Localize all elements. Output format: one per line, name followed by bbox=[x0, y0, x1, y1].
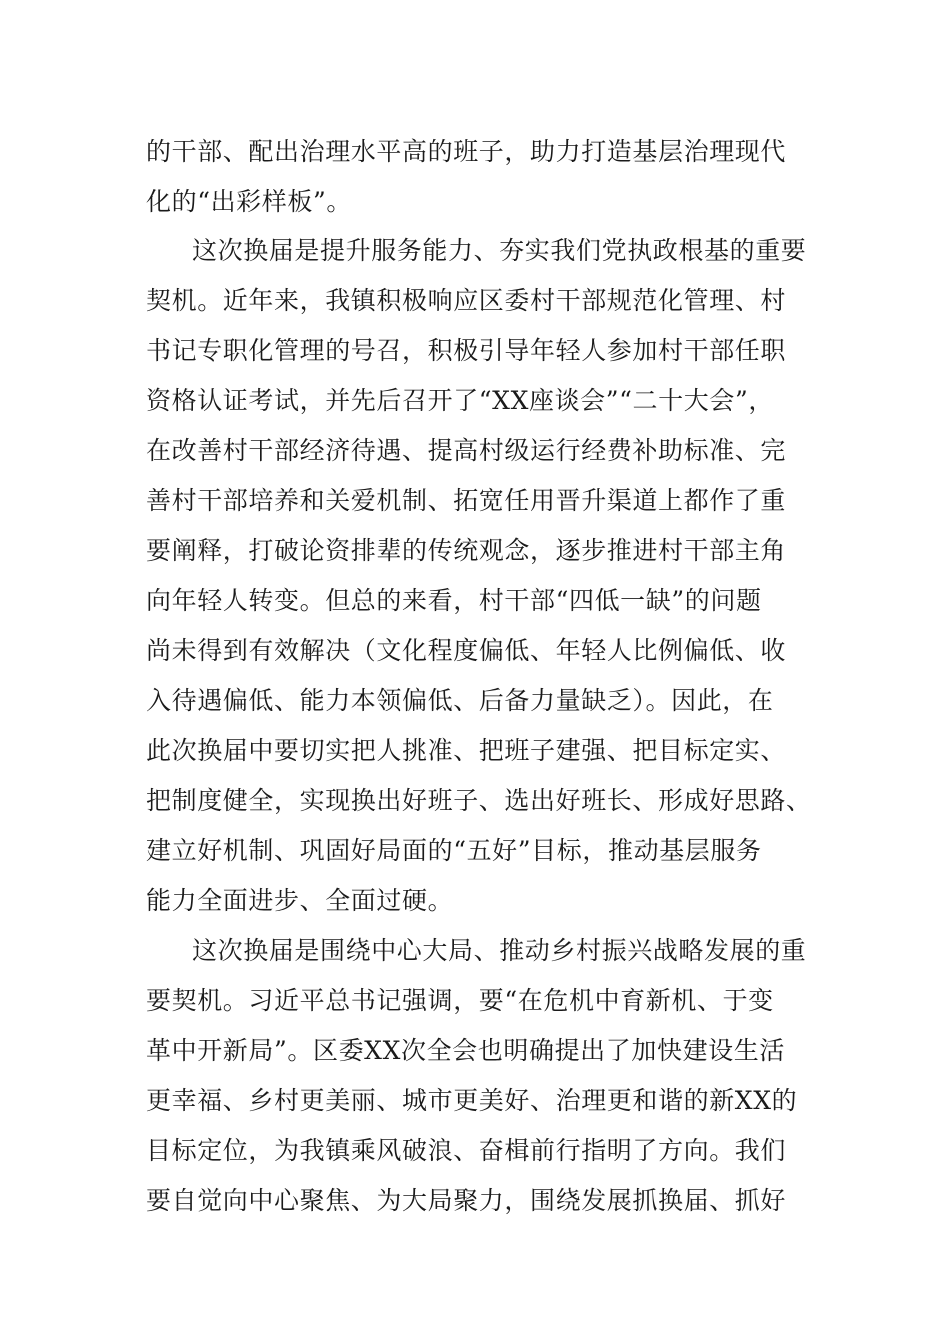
text-line: 革中开新局”。区委XX次全会也明确提出了加快建设生活 bbox=[146, 1036, 785, 1065]
text-line: 尚未得到有效解决（文化程度偏低、年轻人比例偏低、收 bbox=[146, 636, 787, 665]
text-line: 目标定位，为我镇乘风破浪、奋楫前行指明了方向。我们 bbox=[146, 1136, 787, 1165]
text-line: 契机。近年来，我镇积极响应区委村干部规范化管理、村 bbox=[146, 286, 787, 315]
text-line: 能力全面进步、全面过硬。 bbox=[146, 886, 454, 915]
text-line: 化的“出彩样板”。 bbox=[146, 187, 352, 216]
text-line: 这次换届是围绕中心大局、推动乡村振兴战略发展的重 bbox=[192, 936, 807, 965]
text-line: 在改善村干部经济待遇、提高村级运行经费补助标准、完 bbox=[146, 436, 787, 465]
text-line: 资格认证考试，并先后召开了“XX座谈会”“二十大会”， bbox=[146, 386, 774, 415]
text-line: 向年轻人转变。但总的来看，村干部“四低一缺”的问题 bbox=[146, 586, 762, 615]
text-line: 要自觉向中心聚焦、为大局聚力，围绕发展抓换届、抓好 bbox=[146, 1186, 787, 1215]
text-line: 要阐释，打破论资排辈的传统观念，逐步推进村干部主角 bbox=[146, 536, 787, 565]
text-line: 的干部、配出治理水平高的班子，助力打造基层治理现代 bbox=[146, 137, 787, 166]
text-line: 把制度健全，实现换出好班子、选出好班长、形成好思路、 bbox=[146, 786, 812, 815]
text-line: 入待遇偏低、能力本领偏低、后备力量缺乏）。因此，在 bbox=[146, 686, 774, 715]
text-line: 要契机。习近平总书记强调，要“在危机中育新机、于变 bbox=[146, 986, 774, 1015]
text-line: 此次换届中要切实把人挑准、把班子建强、把目标定实、 bbox=[146, 736, 787, 765]
text-line: 建立好机制、巩固好局面的“五好”目标，推动基层服务 bbox=[146, 836, 762, 865]
text-line: 善村干部培养和关爱机制、拓宽任用晋升渠道上都作了重 bbox=[146, 486, 787, 515]
text-line: 这次换届是提升服务能力、夯实我们党执政根基的重要 bbox=[192, 236, 807, 265]
text-line: 更幸福、乡村更美丽、城市更美好、治理更和谐的新XX的 bbox=[146, 1086, 798, 1115]
text-line: 书记专职化管理的号召，积极引导年轻人参加村干部任职 bbox=[146, 336, 787, 365]
